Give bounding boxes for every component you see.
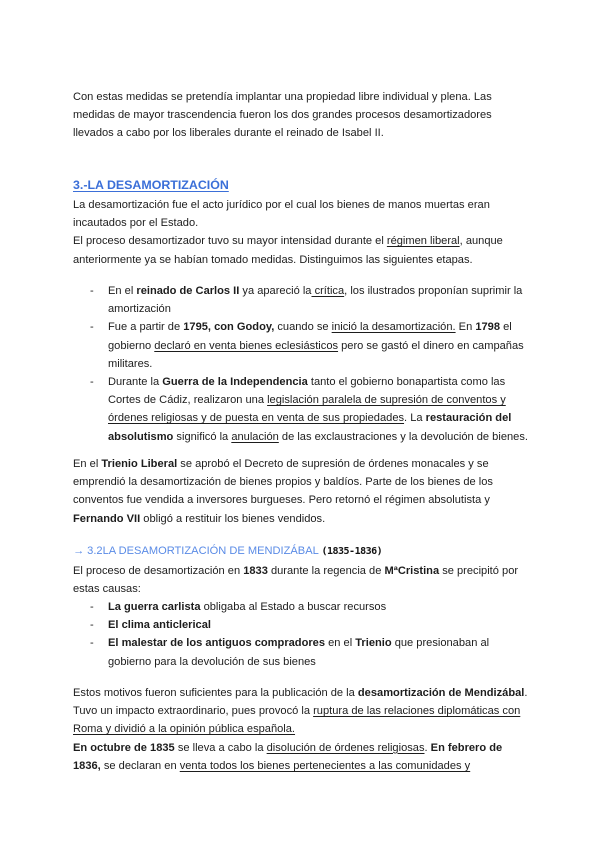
list-item [90,282,530,318]
dates-paragraph [73,739,528,775]
definition-paragraph: La desamortización fue el acto jurídico por el cual los bienes de manos muertas eran incautados por el Estado. [73,199,490,230]
bold-term: Fernando VII [73,512,141,525]
underlined-term: venta todos los bienes pertenecientes a las comunidades y [179,759,471,772]
text-run: obligó a restituir los bienes vendidos. [140,512,326,525]
process-paragraph [73,232,528,268]
bold-term: El malestar de los antiguos compradores [108,637,326,650]
section-heading-desamortizacion: 3.-LA DESAMORTIZACIÓN [73,178,229,192]
list-item [90,318,530,373]
bold-term: restauración del absolutismo [108,412,512,443]
text-run: En el [108,285,137,297]
text-run: pero se gastó el dinero en campañas militares. [108,339,524,370]
text-run: significó la [173,430,232,443]
text-run: ya apareció la [239,285,312,297]
heading-date: (1835-1836) [321,546,383,557]
text-run: . Tuvo un impacto extraordinario, pues provocó la [73,687,528,718]
text-run: . La [404,412,426,425]
bold-term: 1798 [475,321,501,334]
list-item [90,598,530,616]
underlined-term: anulación [231,430,279,443]
bold-term: Trienio [355,637,392,650]
trienio-paragraph [73,455,528,528]
list-item [90,616,530,634]
bold-term: reinado de Carlos II [136,285,240,297]
text-run: se precipitó por estas causas: [73,565,519,596]
mendizabal-impact [73,684,528,739]
text-run: se lleva a cabo la [174,741,267,754]
list-item [90,373,530,446]
text-run: cuando se [274,321,332,334]
text-run: el gobierno [108,321,512,352]
bold-term: En febrero de 1836, [73,741,503,772]
bold-term: La guerra carlista [108,601,201,613]
text-run: durante la regencia de [267,565,385,577]
underlined-term: declaró en venta bienes eclesiásticos [154,339,339,352]
section-intro [73,196,528,269]
bold-term: MªCristina [384,565,440,577]
underlined-term: disolución de órdenes religiosas [266,741,425,754]
text-run: En [455,321,476,334]
section-heading-mendizabal [73,545,382,557]
underlined-term: régimen liberal [386,235,460,248]
text-run: Estos motivos fueron suficientes para la publicación de la [73,687,358,699]
text-run: , aunque anteriormente ya se habían tomado medidas. Distinguimos las siguientes etapas. [73,235,503,266]
text-run: . [424,741,431,754]
text-run: se declaran en [100,759,180,772]
closing-paragraph [73,684,528,775]
text-run: de las exclaustraciones y la devolución de bienes. [278,430,528,443]
text-run: en el [325,637,356,650]
underlined-term: crítica [311,285,345,297]
underlined-term: legislación paralela de supresión de conventos y órdenes religiosas y de puesta en venta de sus propiedades [108,394,506,425]
underlined-term: inició la desamortización. [331,321,456,334]
bold-term: El clima anticlerical [108,619,211,632]
causes-list [90,598,530,671]
paragraph-intro: Con estas medidas se pretendía implantar una propiedad libre individual y plena. Las medidas de mayor trascendencia fueron los dos grandes procesos desamortizadores llevados a cabo por los liberales durante el reinado de Isabel II. [73,91,492,140]
text-run: El proceso desamortizador tuvo su mayor intensidad durante el [73,235,387,248]
underlined-term: ruptura de las relaciones diplomáticas con Roma y dividió a la opinión pública española. [73,705,521,736]
list-item [90,634,530,670]
text-run: , los ilustrados proponían suprimir la amortización [108,285,523,316]
bold-term: En octubre de 1835 [73,741,175,754]
text-run: obligaba al Estado a buscar recursos [200,601,387,613]
text-run: que presionaban al gobierno para la devolución de sus bienes [108,637,490,668]
text-run: Durante la [108,376,163,389]
bold-term: Guerra de la Independencia [162,376,308,389]
causes-intro [73,562,528,598]
bold-term: 1833 [243,565,268,577]
heading-text: → 3.2LA DESAMORTIZACIÓN DE MENDIZÁBAL [73,545,319,557]
text-run: En el [73,458,102,470]
bold-term: Trienio Liberal [101,458,178,470]
text-run: Fue a partir de [108,321,184,334]
bold-term: 1795, con Godoy, [183,321,275,334]
text-run: se aprobó el Decreto de supresión de órdenes monacales y se emprendió la desamortización de bienes propios y baldíos. Parte de los bienes de los conventos fue vendida a inversores burgueses. Pero retornó el régimen absolutista y [73,458,493,507]
bold-term: desamortización de Mendizábal [357,687,525,699]
text-run: El proceso de desamortización en [73,565,244,577]
stages-list [90,282,530,446]
text-run: tanto el gobierno bonapartista como las Cortes de Cádiz, realizaron una [108,376,506,407]
